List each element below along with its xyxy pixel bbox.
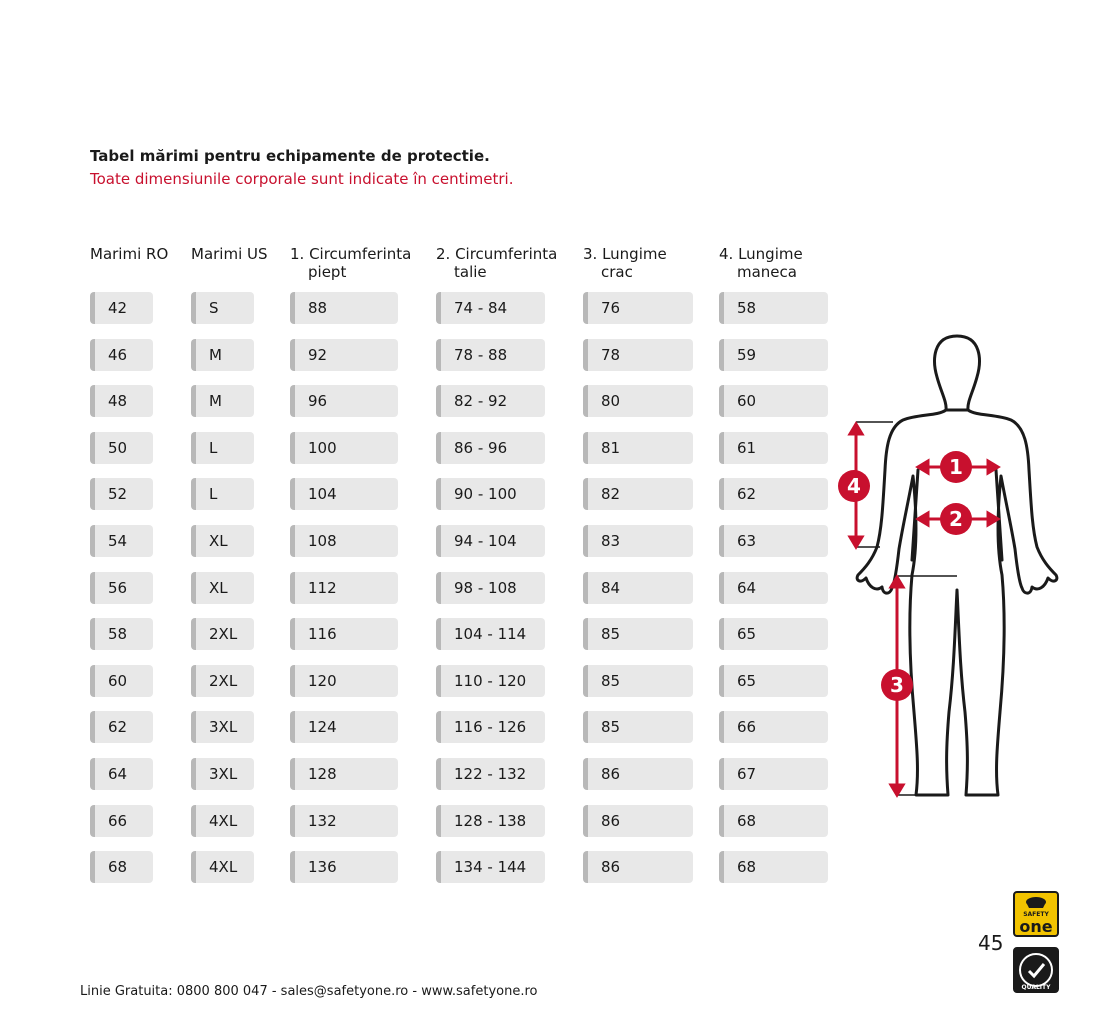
table-cell-chest: 100 <box>290 432 398 464</box>
column-header-line: Marimi RO <box>90 245 169 263</box>
column-header-line: crac <box>601 263 633 281</box>
table-cell-size-ro: 68 <box>90 851 153 883</box>
table-cell-chest: 128 <box>290 758 398 790</box>
head-outline <box>935 336 980 410</box>
table-cell-waist: 78 - 88 <box>436 339 545 371</box>
svg-text:4: 4 <box>847 474 861 498</box>
table-cell-sleeve-length: 68 <box>719 805 828 837</box>
column-header-waist <box>436 245 557 281</box>
table-cell-chest: 104 <box>290 478 398 510</box>
table-cell-size-ro: 52 <box>90 478 153 510</box>
column-header-line: 3. Lungime <box>583 245 667 263</box>
table-cell-waist: 122 - 132 <box>436 758 545 790</box>
table-cell-size-ro: 54 <box>90 525 153 557</box>
table-cell-chest: 124 <box>290 711 398 743</box>
table-cell-sleeve-length: 60 <box>719 385 828 417</box>
marker-2 <box>940 503 972 535</box>
table-cell-chest: 88 <box>290 292 398 324</box>
page-subtitle: Toate dimensiunile corporale sunt indicate în centimetri. <box>90 170 514 188</box>
column-header-line: Marimi US <box>191 245 268 263</box>
column-header-line: talie <box>454 263 487 281</box>
column-header-line: 1. Circumferinta <box>290 245 412 263</box>
marker-3 <box>881 669 913 701</box>
quality-logo <box>1013 947 1059 993</box>
table-cell-size-us: XL <box>191 572 254 604</box>
body-outline-icon <box>830 320 1090 820</box>
svg-text:1: 1 <box>949 455 963 479</box>
table-cell-sleeve-length: 66 <box>719 711 828 743</box>
column-header-leg-length <box>583 245 667 281</box>
table-cell-size-us: XL <box>191 525 254 557</box>
table-cell-sleeve-length: 67 <box>719 758 828 790</box>
table-cell-size-us: 4XL <box>191 851 254 883</box>
table-cell-size-ro: 64 <box>90 758 153 790</box>
column-header-sleeve-length <box>719 245 803 281</box>
table-cell-leg-length: 81 <box>583 432 693 464</box>
table-cell-sleeve-length: 68 <box>719 851 828 883</box>
page-number: 45 <box>978 931 1004 955</box>
svg-text:QUALITY: QUALITY <box>1021 984 1051 991</box>
table-cell-size-us: S <box>191 292 254 324</box>
table-cell-chest: 116 <box>290 618 398 650</box>
table-cell-chest: 132 <box>290 805 398 837</box>
table-cell-size-ro: 42 <box>90 292 153 324</box>
column-header-line: 4. Lungime <box>719 245 803 263</box>
column-header-size-ro <box>90 245 168 263</box>
table-cell-sleeve-length: 64 <box>719 572 828 604</box>
table-cell-leg-length: 86 <box>583 851 693 883</box>
footer-contact: Linie Gratuita: 0800 800 047 - sales@safetyone.ro - www.safetyone.ro <box>80 984 538 999</box>
table-cell-size-us: 3XL <box>191 758 254 790</box>
table-cell-size-ro: 48 <box>90 385 153 417</box>
table-cell-size-ro: 58 <box>90 618 153 650</box>
table-cell-waist: 110 - 120 <box>436 665 545 697</box>
table-cell-sleeve-length: 62 <box>719 478 828 510</box>
table-cell-leg-length: 86 <box>583 758 693 790</box>
table-cell-leg-length: 83 <box>583 525 693 557</box>
table-cell-chest: 120 <box>290 665 398 697</box>
table-cell-sleeve-length: 63 <box>719 525 828 557</box>
table-cell-size-ro: 46 <box>90 339 153 371</box>
table-cell-size-ro: 56 <box>90 572 153 604</box>
table-cell-size-us: 3XL <box>191 711 254 743</box>
table-cell-sleeve-length: 65 <box>719 618 828 650</box>
table-cell-chest: 96 <box>290 385 398 417</box>
table-cell-leg-length: 86 <box>583 805 693 837</box>
svg-text:3: 3 <box>890 673 904 697</box>
table-cell-size-us: 2XL <box>191 618 254 650</box>
marker-1 <box>940 451 972 483</box>
svg-text:SAFETY: SAFETY <box>1023 911 1049 918</box>
table-cell-leg-length: 76 <box>583 292 693 324</box>
table-cell-leg-length: 78 <box>583 339 693 371</box>
table-cell-size-us: L <box>191 432 254 464</box>
table-cell-leg-length: 85 <box>583 711 693 743</box>
table-cell-sleeve-length: 58 <box>719 292 828 324</box>
table-cell-leg-length: 85 <box>583 665 693 697</box>
table-cell-sleeve-length: 59 <box>719 339 828 371</box>
column-header-line: piept <box>308 263 347 281</box>
svg-text:one: one <box>1019 917 1053 935</box>
column-header-size-us <box>191 245 268 263</box>
table-cell-waist: 94 - 104 <box>436 525 545 557</box>
table-cell-waist: 90 - 100 <box>436 478 545 510</box>
table-cell-waist: 74 - 84 <box>436 292 545 324</box>
table-cell-waist: 98 - 108 <box>436 572 545 604</box>
table-cell-leg-length: 82 <box>583 478 693 510</box>
table-cell-size-us: M <box>191 385 254 417</box>
table-cell-leg-length: 84 <box>583 572 693 604</box>
svg-text:2: 2 <box>949 507 963 531</box>
table-cell-leg-length: 80 <box>583 385 693 417</box>
table-cell-size-us: M <box>191 339 254 371</box>
table-cell-size-ro: 60 <box>90 665 153 697</box>
column-header-chest <box>290 245 411 281</box>
table-cell-sleeve-length: 65 <box>719 665 828 697</box>
marker-4 <box>838 470 870 502</box>
table-cell-sleeve-length: 61 <box>719 432 828 464</box>
table-cell-size-ro: 50 <box>90 432 153 464</box>
column-header-line: 2. Circumferinta <box>436 245 558 263</box>
table-cell-waist: 128 - 138 <box>436 805 545 837</box>
table-cell-waist: 86 - 96 <box>436 432 545 464</box>
table-cell-waist: 116 - 126 <box>436 711 545 743</box>
page-title: Tabel mărimi pentru echipamente de protectie. <box>90 147 490 165</box>
table-cell-size-us: 4XL <box>191 805 254 837</box>
table-cell-chest: 112 <box>290 572 398 604</box>
table-cell-size-us: 2XL <box>191 665 254 697</box>
table-cell-chest: 92 <box>290 339 398 371</box>
table-cell-leg-length: 85 <box>583 618 693 650</box>
table-cell-waist: 134 - 144 <box>436 851 545 883</box>
column-header-line: maneca <box>737 263 797 281</box>
table-cell-size-ro: 62 <box>90 711 153 743</box>
table-cell-chest: 108 <box>290 525 398 557</box>
table-cell-waist: 82 - 92 <box>436 385 545 417</box>
table-cell-size-us: L <box>191 478 254 510</box>
table-cell-waist: 104 - 114 <box>436 618 545 650</box>
table-cell-chest: 136 <box>290 851 398 883</box>
safety-one-logo <box>1013 891 1059 937</box>
table-cell-size-ro: 66 <box>90 805 153 837</box>
